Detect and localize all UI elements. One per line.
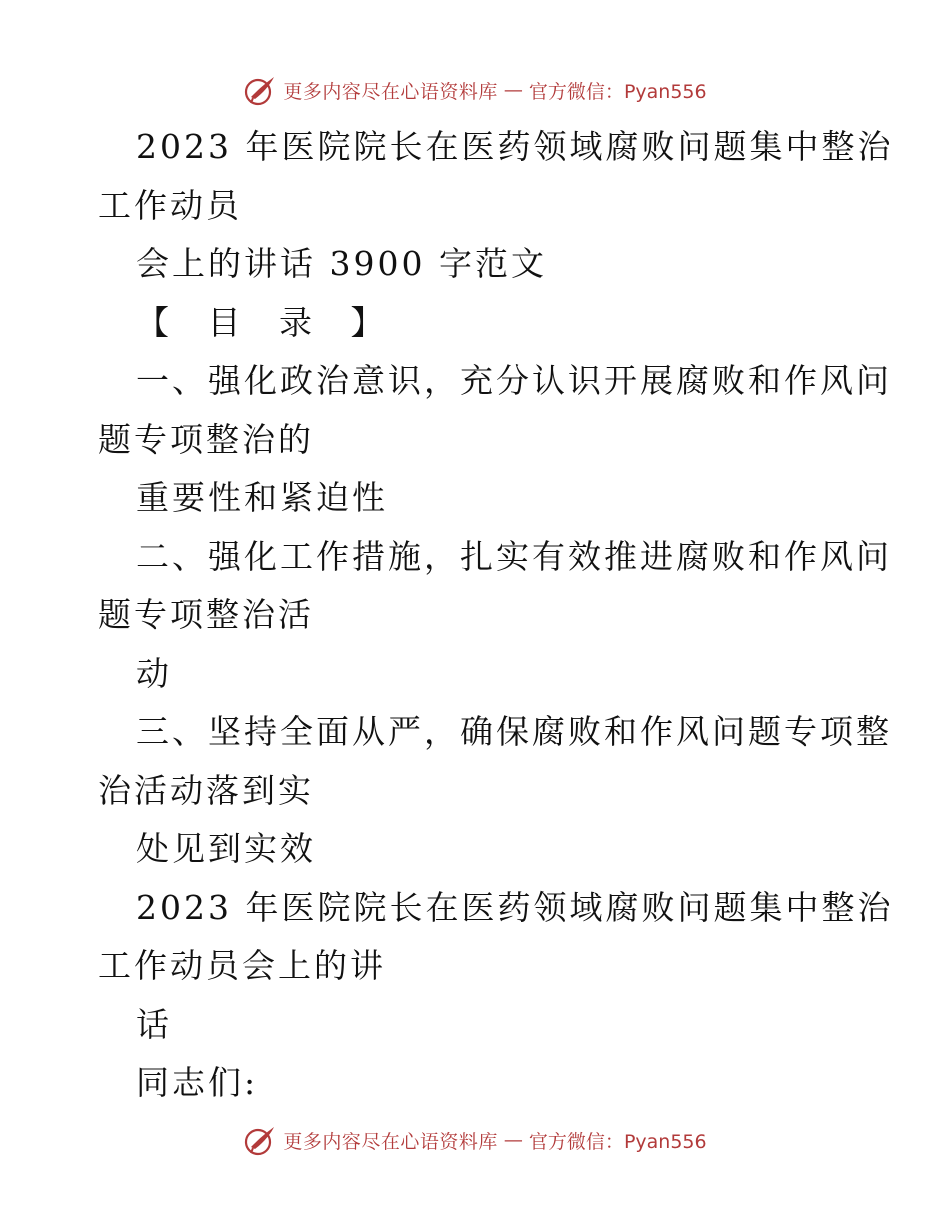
salutation: 同志们:	[136, 1063, 259, 1102]
toc-heading: 【 目 录 】	[136, 302, 398, 342]
watermark-contact-id: Pyan556	[623, 80, 707, 103]
speech-title-line-2: 工作动员会上的讲	[98, 946, 386, 985]
speech-title-line-3: 话	[136, 1004, 172, 1044]
toc-item-3-line-1: 三、坚持全面从严，确保腐败和作风问题专项整	[136, 712, 892, 751]
toc-item-2-line-1: 二、强化工作措施，扎实有效推进腐败和作风问	[136, 536, 892, 576]
speech-title-line-1: 2023 年医院院长在医药领域腐败问题集中整治	[136, 887, 894, 927]
toc-item-1-line-3: 重要性和紧迫性	[136, 478, 388, 517]
title-line-1: 2023 年医院院长在医药领域腐败问题集中整治	[136, 127, 894, 166]
watermark-contact-prefix: 官方微信：	[528, 1130, 624, 1153]
toc-item-3-line-2: 治活动落到实	[98, 770, 314, 810]
quill-pen-logo-icon	[243, 73, 277, 107]
watermark-contact	[529, 1127, 707, 1154]
title-line-3: 会上的讲话 3900 字范文	[136, 244, 547, 283]
watermark-contact-prefix: 官方微信：	[528, 80, 624, 103]
watermark-dash: —	[503, 1129, 523, 1151]
header-watermark-banner	[0, 70, 950, 110]
watermark-dash: —	[503, 79, 523, 101]
title-line-2: 工作动员	[98, 185, 242, 225]
toc-item-3-line-3: 处见到实效	[136, 829, 316, 868]
toc-item-1-line-1: 一、强化政治意识，充分认识开展腐败和作风问	[136, 361, 892, 400]
watermark-contact	[529, 77, 707, 104]
quill-pen-logo-icon	[243, 1123, 277, 1157]
watermark-contact-id: Pyan556	[623, 1130, 707, 1153]
watermark-text: 更多内容尽在心语资料库	[283, 80, 498, 103]
toc-item-1-line-2: 题专项整治的	[98, 419, 314, 459]
toc-item-2-line-3: 动	[136, 653, 172, 693]
toc-item-2-line-2: 题专项整治活	[98, 595, 314, 634]
footer-watermark-banner	[0, 1120, 950, 1160]
document-body	[98, 118, 894, 1113]
watermark-text: 更多内容尽在心语资料库	[283, 1130, 498, 1153]
